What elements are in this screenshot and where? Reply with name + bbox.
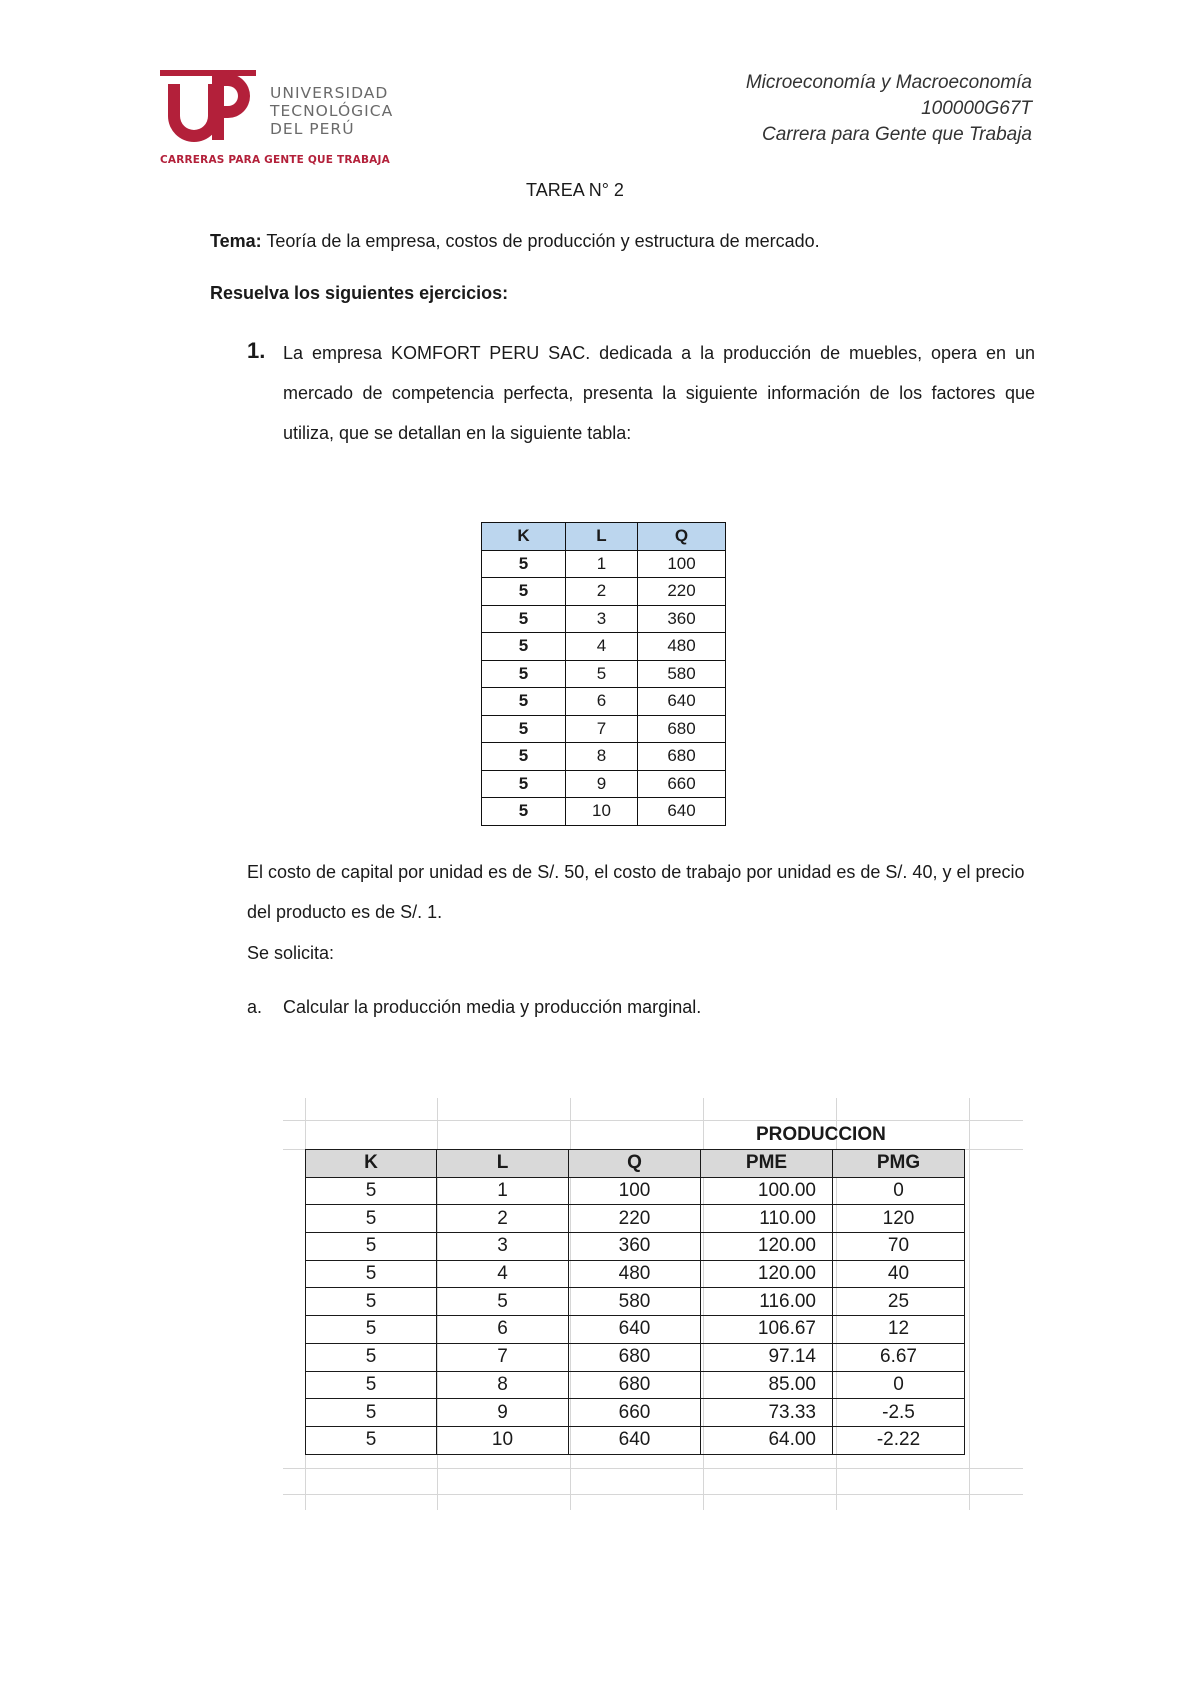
university-logo xyxy=(160,70,400,170)
logo-wordmark xyxy=(270,84,393,138)
header-l: L xyxy=(437,1150,569,1178)
header-q: Q xyxy=(569,1150,701,1178)
cell-pmg: 0 xyxy=(833,1371,965,1399)
production-table xyxy=(305,1149,965,1455)
cell-l: 3 xyxy=(437,1233,569,1261)
cell-l: 6 xyxy=(566,688,638,716)
grid-line xyxy=(283,1468,1023,1469)
cell-l: 7 xyxy=(437,1343,569,1371)
cell-q: 100 xyxy=(569,1177,701,1205)
cell-pmg: 40 xyxy=(833,1260,965,1288)
cell-pmg: -2.5 xyxy=(833,1399,965,1427)
table-header-row xyxy=(482,523,726,551)
cell-l: 3 xyxy=(566,605,638,633)
cell-k: 5 xyxy=(306,1343,437,1371)
cell-pme: 64.00 xyxy=(701,1426,833,1454)
page-title: TAREA N° 2 xyxy=(526,180,624,200)
requested-label: Se solicita: xyxy=(247,943,335,963)
logo-line-1: UNIVERSIDAD xyxy=(270,84,389,102)
table-row xyxy=(306,1288,965,1316)
header-pme: PME xyxy=(701,1150,833,1178)
cell-pme: 120.00 xyxy=(701,1233,833,1261)
table-row xyxy=(482,578,726,606)
cell-l: 2 xyxy=(437,1205,569,1233)
cell-l: 9 xyxy=(437,1399,569,1427)
cell-k: 5 xyxy=(482,770,566,798)
table-row xyxy=(306,1205,965,1233)
cell-k: 5 xyxy=(306,1260,437,1288)
cell-pme: 97.14 xyxy=(701,1343,833,1371)
grid-line xyxy=(283,1494,1023,1495)
cell-k: 5 xyxy=(306,1233,437,1261)
topic-line xyxy=(210,231,820,252)
cell-k: 5 xyxy=(482,578,566,606)
cell-l: 1 xyxy=(437,1177,569,1205)
cell-l: 4 xyxy=(566,633,638,661)
logo-line-2: TECNOLÓGICA xyxy=(270,102,394,120)
logo-tagline: CARRERAS PARA GENTE QUE TRABAJA xyxy=(160,154,390,166)
cell-l: 5 xyxy=(437,1288,569,1316)
table-row xyxy=(306,1426,965,1454)
cell-pme: 85.00 xyxy=(701,1371,833,1399)
cell-q: 100 xyxy=(638,550,726,578)
cell-q: 680 xyxy=(569,1343,701,1371)
cell-q: 480 xyxy=(569,1260,701,1288)
cell-pme: 110.00 xyxy=(701,1205,833,1233)
instruction: Resuelva los siguientes ejercicios: xyxy=(210,283,509,303)
cell-q: 640 xyxy=(638,688,726,716)
exercise-text: La empresa KOMFORT PERU SAC. dedicada a la producción de muebles, opera en un mercado de competencia perfecta, presenta la siguiente información de los factores que utiliza, que se detallan en la siguiente tabla: xyxy=(283,343,1035,443)
spreadsheet-image xyxy=(283,1098,1023,1510)
cell-l: 8 xyxy=(566,743,638,771)
table-row xyxy=(306,1260,965,1288)
table-row xyxy=(306,1233,965,1261)
cell-q: 680 xyxy=(569,1371,701,1399)
table-row xyxy=(306,1371,965,1399)
cell-l: 7 xyxy=(566,715,638,743)
header-l: L xyxy=(566,523,638,551)
topic-label: Tema: xyxy=(210,231,262,251)
program-name: Carrera para Gente que Trabaja xyxy=(761,124,1032,145)
table-row xyxy=(482,715,726,743)
cell-k: 5 xyxy=(306,1177,437,1205)
cell-l: 1 xyxy=(566,550,638,578)
cell-pmg: 70 xyxy=(833,1233,965,1261)
course-name: Microeconomía y Macroeconomía xyxy=(745,72,1032,93)
cell-pme: 106.67 xyxy=(701,1316,833,1344)
logo-line-3: DEL PERÚ xyxy=(270,120,355,138)
cell-l: 5 xyxy=(566,660,638,688)
cell-pmg: -2.22 xyxy=(833,1426,965,1454)
table-row xyxy=(482,660,726,688)
cell-l: 4 xyxy=(437,1260,569,1288)
header-q: Q xyxy=(638,523,726,551)
cell-pme: 100.00 xyxy=(701,1177,833,1205)
cell-k: 5 xyxy=(482,633,566,661)
grid-line xyxy=(969,1098,970,1510)
cell-l: 10 xyxy=(437,1426,569,1454)
course-code: 100000G67T xyxy=(921,98,1032,119)
cell-q: 360 xyxy=(569,1233,701,1261)
table-row xyxy=(482,743,726,771)
header-pmg: PMG xyxy=(833,1150,965,1178)
cell-q: 360 xyxy=(638,605,726,633)
table-row xyxy=(482,770,726,798)
cell-l: 2 xyxy=(566,578,638,606)
table-row xyxy=(482,550,726,578)
cell-k: 5 xyxy=(306,1426,437,1454)
header-k: K xyxy=(482,523,566,551)
cell-k: 5 xyxy=(482,605,566,633)
table-row xyxy=(482,798,726,826)
cell-pme: 73.33 xyxy=(701,1399,833,1427)
cell-l: 6 xyxy=(437,1316,569,1344)
cell-k: 5 xyxy=(306,1399,437,1427)
exercise-number: 1. xyxy=(247,338,266,363)
topic-text: Teoría de la empresa, costos de producción y estructura de mercado. xyxy=(261,231,820,251)
cell-q: 220 xyxy=(638,578,726,606)
cell-q: 580 xyxy=(569,1288,701,1316)
cell-k: 5 xyxy=(482,550,566,578)
cell-k: 5 xyxy=(482,715,566,743)
cell-pmg: 6.67 xyxy=(833,1343,965,1371)
table-header-row xyxy=(306,1150,965,1178)
table-row xyxy=(306,1316,965,1344)
exercise-1 xyxy=(247,333,1035,453)
cell-q: 640 xyxy=(569,1316,701,1344)
cell-q: 480 xyxy=(638,633,726,661)
cell-k: 5 xyxy=(306,1205,437,1233)
header-k: K xyxy=(306,1150,437,1178)
cell-pmg: 0 xyxy=(833,1177,965,1205)
cell-pme: 116.00 xyxy=(701,1288,833,1316)
cell-pmg: 120 xyxy=(833,1205,965,1233)
table-row xyxy=(306,1343,965,1371)
table-row xyxy=(482,633,726,661)
item-a-letter: a. xyxy=(247,997,263,1017)
cell-pme: 120.00 xyxy=(701,1260,833,1288)
cell-q: 680 xyxy=(638,743,726,771)
cell-k: 5 xyxy=(306,1316,437,1344)
cell-pmg: 25 xyxy=(833,1288,965,1316)
cell-q: 660 xyxy=(638,770,726,798)
cell-k: 5 xyxy=(306,1371,437,1399)
table-row xyxy=(306,1177,965,1205)
cell-l: 9 xyxy=(566,770,638,798)
cell-q: 640 xyxy=(638,798,726,826)
cell-pmg: 12 xyxy=(833,1316,965,1344)
cell-k: 5 xyxy=(482,743,566,771)
item-a xyxy=(247,997,701,1018)
utp-logo-icon xyxy=(160,70,256,148)
cell-l: 8 xyxy=(437,1371,569,1399)
costs-paragraph: El costo de capital por unidad es de S/. 50, el costo de trabajo por unidad es de S/. 40, y el precio del producto es de S/. 1. xyxy=(247,862,1025,922)
cell-q: 660 xyxy=(569,1399,701,1427)
cell-q: 220 xyxy=(569,1205,701,1233)
cell-q: 580 xyxy=(638,660,726,688)
grid-line xyxy=(283,1120,1023,1121)
factors-table xyxy=(481,522,726,826)
table-row xyxy=(482,688,726,716)
production-group-header: PRODUCCION xyxy=(756,1124,886,1145)
page-header xyxy=(746,70,1032,148)
table-row xyxy=(482,605,726,633)
cell-k: 5 xyxy=(482,798,566,826)
cell-q: 680 xyxy=(638,715,726,743)
cell-k: 5 xyxy=(482,660,566,688)
item-a-text: Calcular la producción media y producción marginal. xyxy=(283,997,702,1017)
cell-q: 640 xyxy=(569,1426,701,1454)
table-row xyxy=(306,1399,965,1427)
cell-k: 5 xyxy=(482,688,566,716)
cell-k: 5 xyxy=(306,1288,437,1316)
cell-l: 10 xyxy=(566,798,638,826)
